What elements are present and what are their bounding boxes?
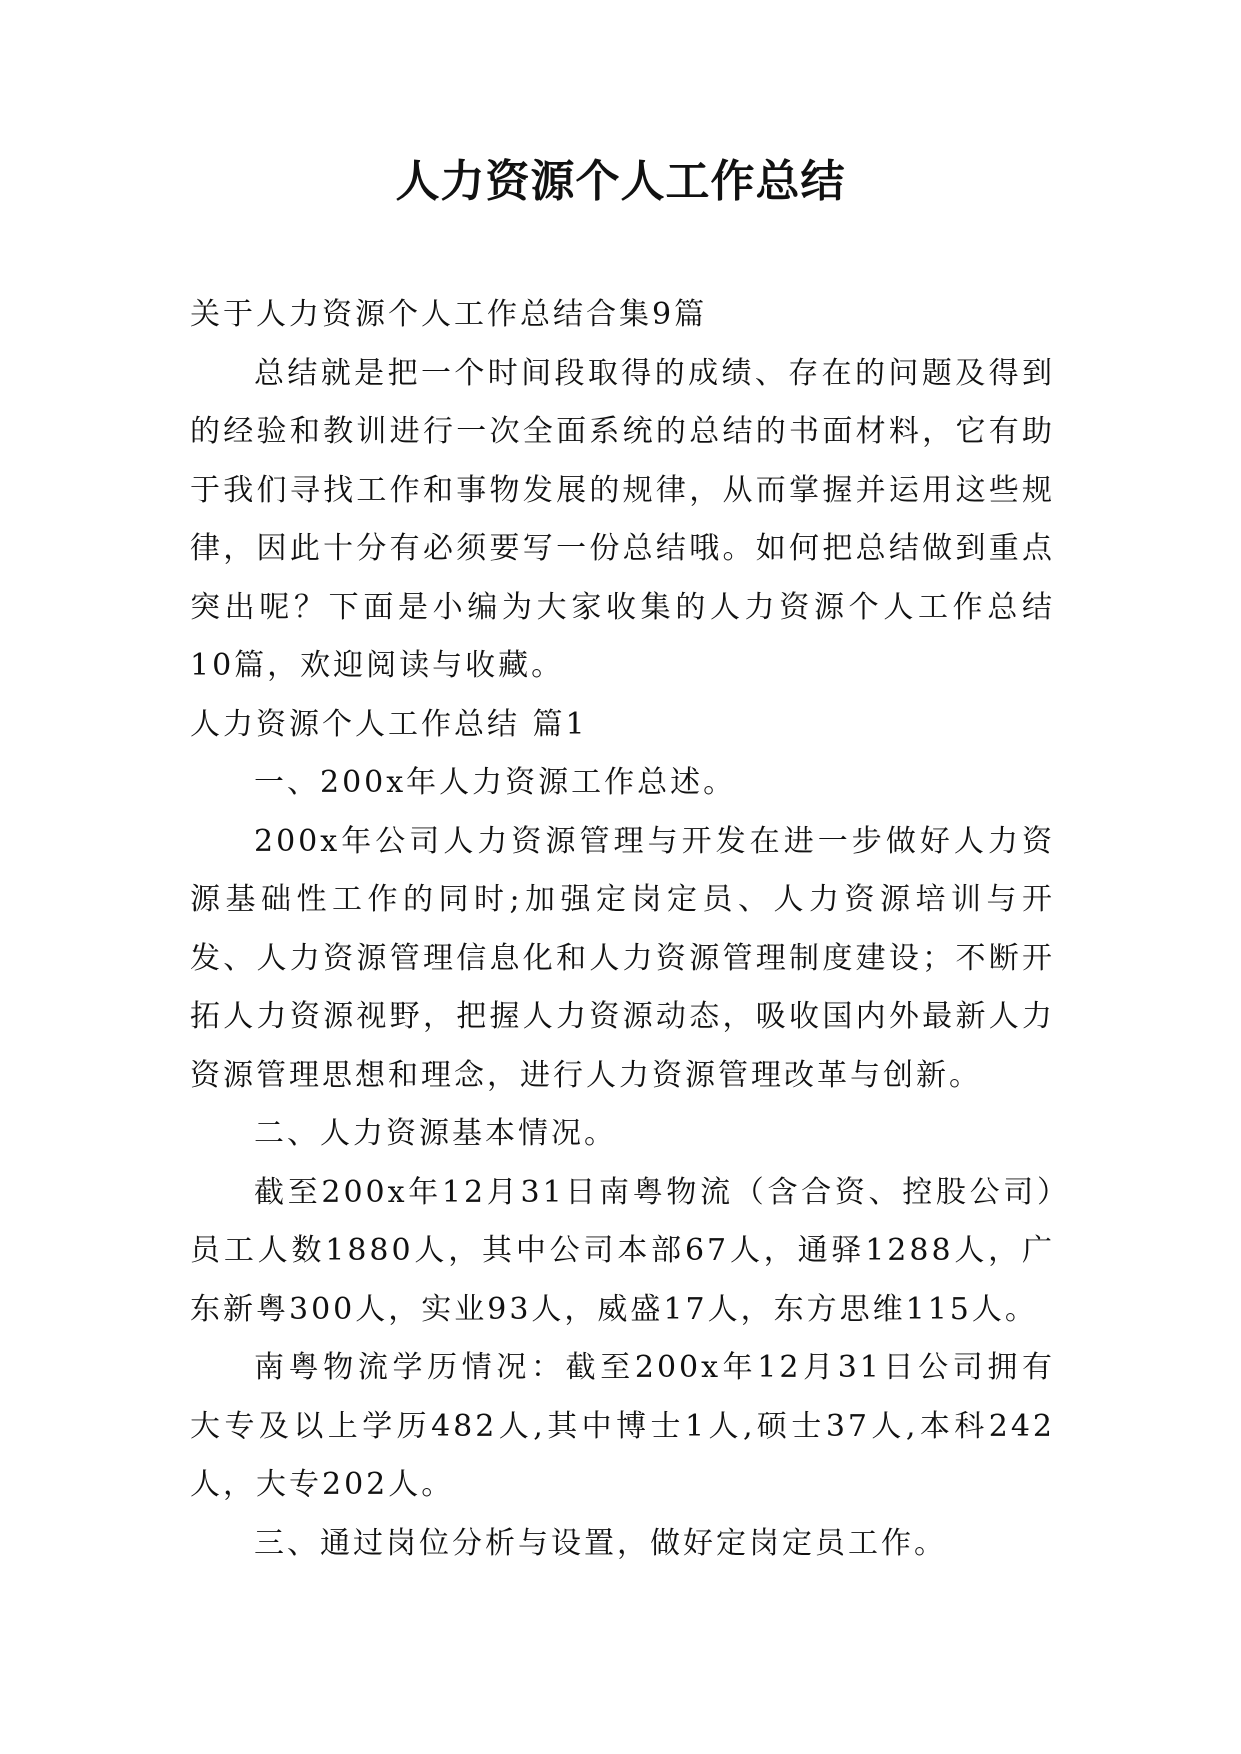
collection-subtitle: 关于人力资源个人工作总结合集9篇 xyxy=(190,297,708,332)
subheading-basic-situation: 二、人力资源基本情况。 xyxy=(254,1116,617,1151)
document-title: 人力资源个人工作总结 xyxy=(395,156,846,207)
document-body xyxy=(190,286,1055,1573)
intro-paragraph: 总结就是把一个时间段取得的成绩、存在的问题及得到的经验和教训进行一次全面系统的总结的书面材料，它有助于我们寻找工作和事物发展的规律，从而掌握并运用这些规律，因此十分有必须要写一份总结哦。如何把总结做到重点突出呢？下面是小编为大家收集的人力资源个人工作总结10篇，欢迎阅读与收藏。 xyxy=(190,355,1055,683)
staff-count-paragraph: 截至200x年12月31日南粤物流（含合资、控股公司）员工人数1880人，其中公司本部67人，通驿1288人，广东新粤300人，实业93人，威盛17人，东方思维115人。 xyxy=(190,1174,1055,1327)
subheading-overview: 一、200x年人力资源工作总述。 xyxy=(254,765,737,800)
section-heading-part-1: 人力资源个人工作总结 篇1 xyxy=(190,706,588,742)
overview-paragraph: 200x年公司人力资源管理与开发在进一步做好人力资源基础性工作的同时;加强定岗定员、人力资源培训与开发、人力资源管理信息化和人力资源管理制度建设；不断开拓人力资源视野，把握人力资源动态，吸收国内外最新人力资源管理思想和理念，进行人力资源管理改革与创新。 xyxy=(190,823,1055,1093)
subheading-post-analysis: 三、通过岗位分析与设置，做好定岗定员工作。 xyxy=(254,1525,947,1561)
education-paragraph: 南粤物流学历情况：截至200x年12月31日公司拥有大专及以上学历482人,其中博士1人,硕士37人,本科242人，大专202人。 xyxy=(190,1350,1055,1502)
